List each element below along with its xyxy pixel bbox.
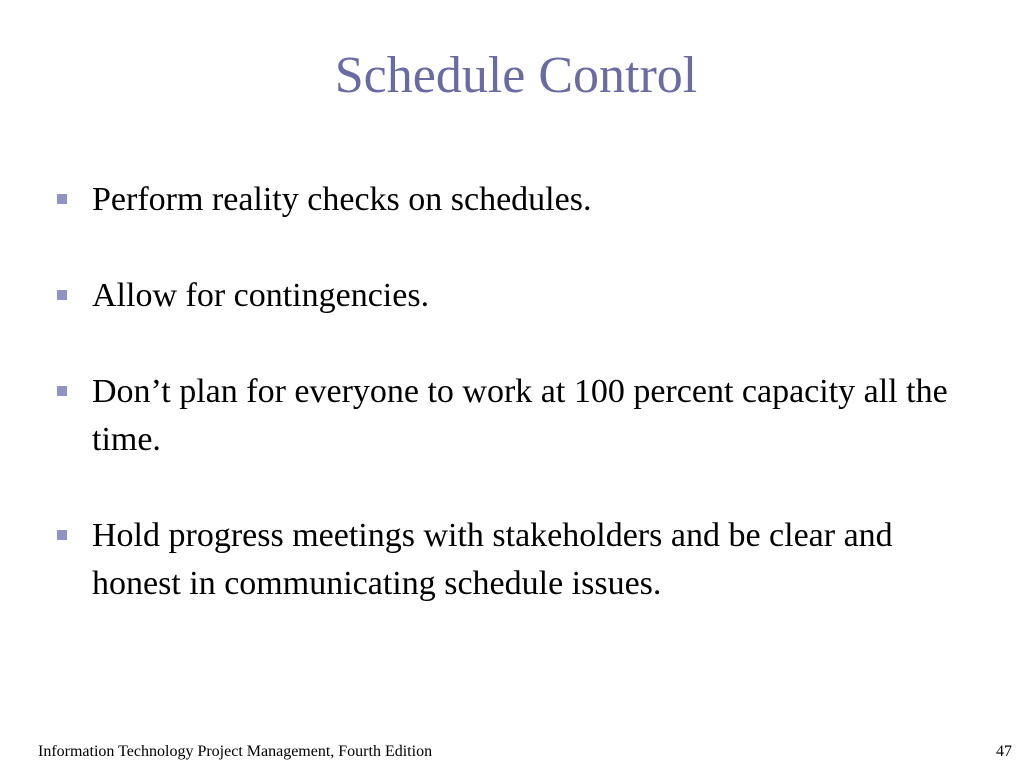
bullet-item — [56, 272, 976, 320]
bullet-text: Perform reality checks on schedules. — [92, 181, 592, 218]
bullet-text: Hold progress meetings with stakeholders and be clear and honest in communicating schedule issues. — [92, 517, 893, 602]
square-bullet-icon — [57, 530, 67, 540]
slide-title: Schedule Control — [334, 47, 698, 104]
bullet-item — [56, 368, 976, 464]
bullet-text: Allow for contingencies. — [92, 277, 430, 314]
bullet-list — [56, 176, 976, 656]
footer-text: Information Technology Project Management, Fourth Edition — [38, 743, 433, 760]
square-bullet-icon — [57, 290, 67, 300]
bullet-text: Don’t plan for everyone to work at 100 percent capacity all the time. — [92, 373, 948, 458]
page-number: 47 — [996, 743, 1012, 760]
bullet-item — [56, 176, 976, 224]
square-bullet-icon — [57, 386, 67, 396]
square-bullet-icon — [57, 194, 67, 204]
bullet-item — [56, 512, 976, 608]
